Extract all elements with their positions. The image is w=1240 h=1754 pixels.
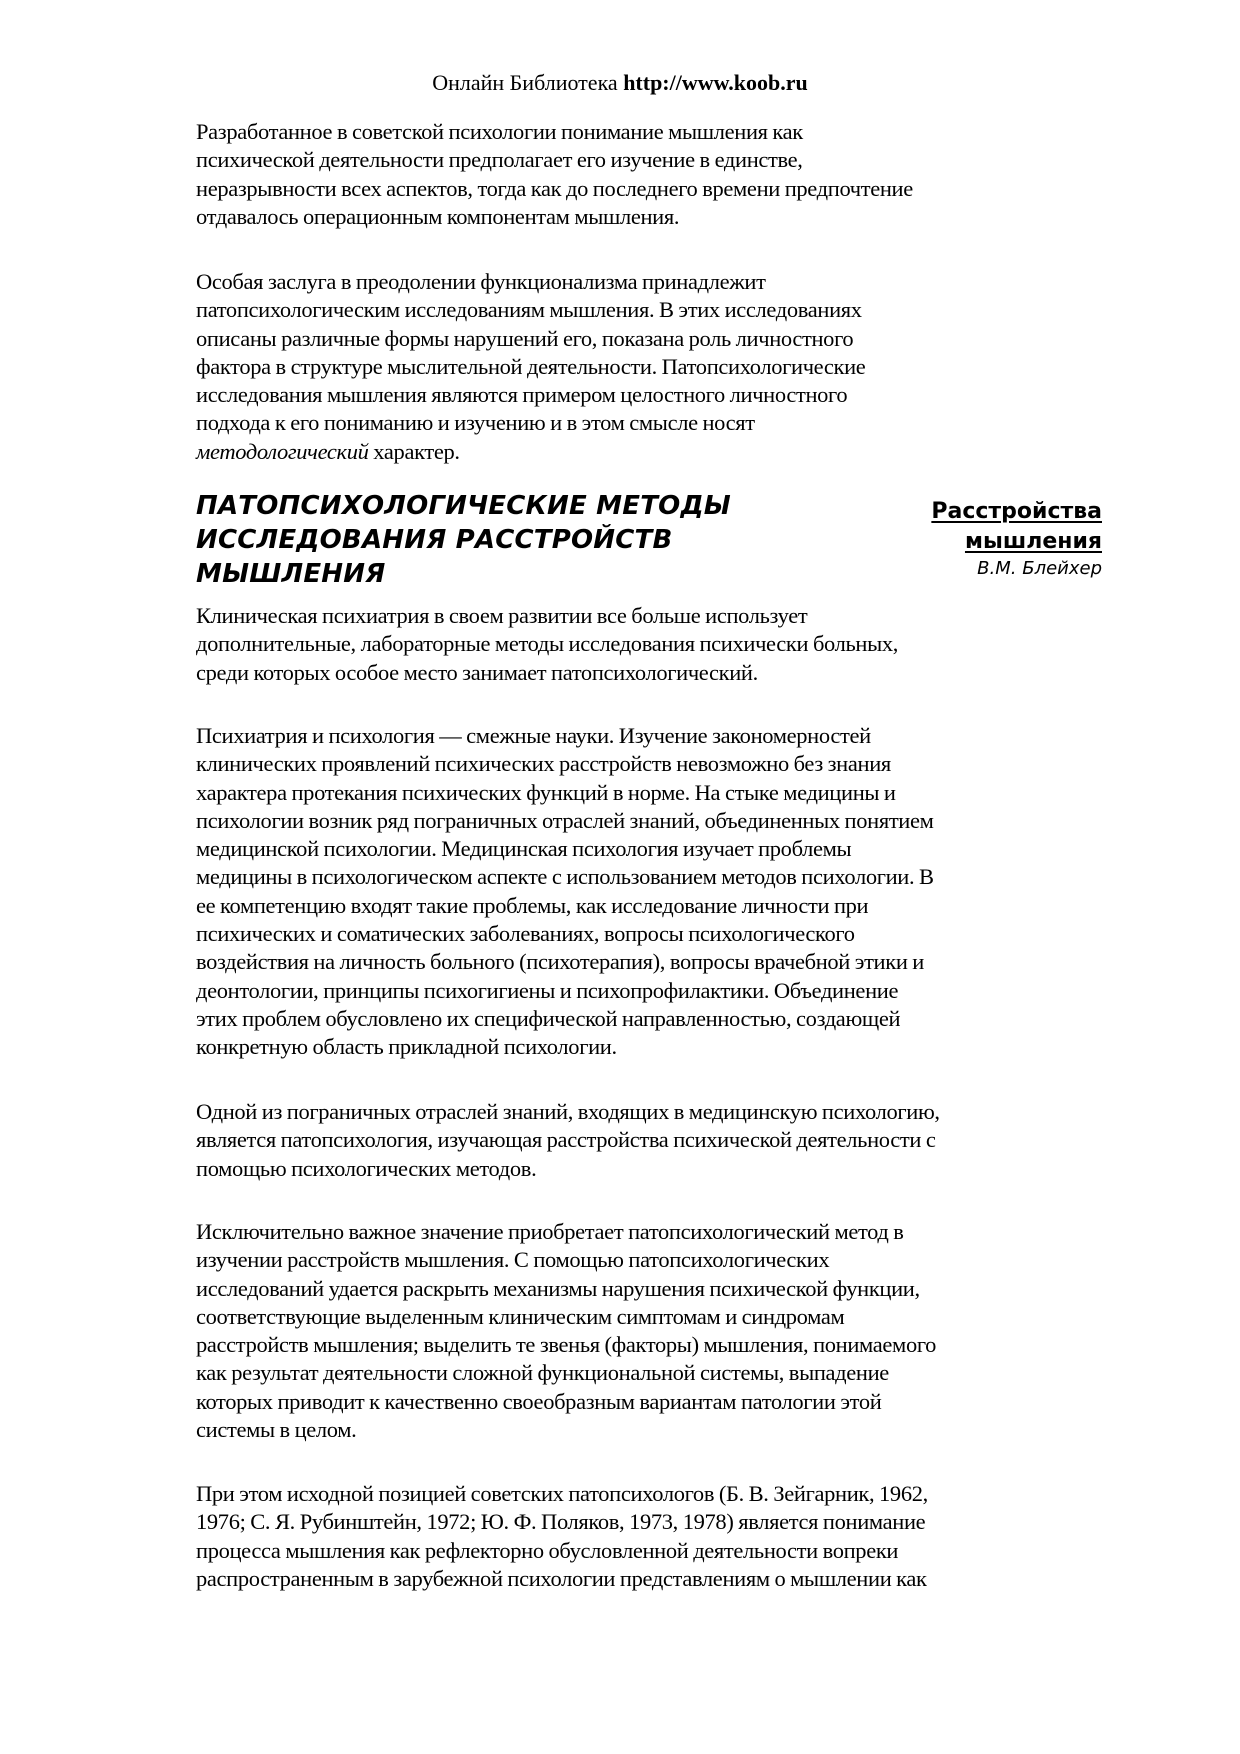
text-line: деонтологии, принципы психогигиены и психопрофилактики. Объединение: [196, 977, 899, 1003]
text-line: клинических проявлений психических расстройств невозможно без знания: [196, 751, 891, 777]
paragraph-clinical-psychiatry: [196, 602, 1076, 687]
text-line: Одной из пограничных отраслей знаний, входящих в медицинскую психологию,: [196, 1099, 940, 1124]
text-line: среди которых особое место занимает патопсихологический.: [196, 659, 758, 685]
paragraph-functionalism: [196, 268, 1076, 466]
italic-term: методологический: [196, 438, 369, 464]
text-line: является патопсихология, изучающая расстройства психической деятельности с: [196, 1127, 936, 1153]
text-line: распространенным в зарубежной психологии представлениям о мышлении как: [196, 1565, 927, 1591]
text-line: психической деятельности предполагает его изучение в единстве,: [196, 147, 803, 173]
text-line: воздействия на личность больного (психотерапия), вопросы врачебной этики и: [196, 949, 924, 975]
text-line: медицины в психологическом аспекте с использованием методов психологии. В: [196, 864, 934, 890]
paragraph-soviet-position: [196, 1480, 1076, 1593]
text-line: исследований удается раскрыть механизмы нарушения психической функции,: [196, 1275, 920, 1301]
text-line: Исключительно важное значение приобретает патопсихологический метод в: [196, 1219, 904, 1244]
text-line: патопсихологическим исследованиям мышления. В этих исследованиях: [196, 297, 862, 323]
text-line: Особая заслуга в преодолении функционализма принадлежит: [196, 269, 766, 294]
text-line: которых приводит к качественно своеобразным вариантам патологии этой: [196, 1388, 882, 1414]
text-line: психических и соматических заболеваниях, вопросы психологического: [196, 921, 855, 947]
author-name: В.М. Блейхер: [977, 558, 1102, 579]
site-label: Онлайн Библиотека: [432, 70, 624, 95]
text-line: фактора в структуре мыслительной деятельности. Патопсихологические: [196, 353, 866, 379]
text-line: методологический характер.: [196, 438, 460, 464]
text-line: системы в целом.: [196, 1417, 357, 1443]
text-line: конкретную область прикладной психологии.: [196, 1034, 617, 1060]
text-line: неразрывности всех аспектов, тогда как до последнего времени предпочтение: [196, 175, 913, 201]
paragraph-intro: [196, 118, 1076, 231]
text-line: исследования мышления являются примером целостного личностного: [196, 382, 848, 408]
book-title-link[interactable]: Расстройства мышления: [931, 499, 1102, 554]
text-line: Разработанное в советской психологии понимание мышления как: [196, 119, 803, 144]
text-line: ее компетенцию входят такие проблемы, как исследование личности при: [196, 892, 869, 918]
text-line: дополнительные, лабораторные методы исследования психически больных,: [196, 631, 899, 657]
text-line: как результат деятельности сложной функциональной системы, выпадение: [196, 1360, 889, 1386]
text-line: этих проблем обусловлено их специфической направленностью, создающей: [196, 1005, 901, 1031]
text-line: соответствующие выделенным клиническим симптомам и синдромам: [196, 1303, 845, 1329]
text-line: психологии возник ряд пограничных отраслей знаний, объединенных понятием: [196, 807, 934, 833]
text-line: характера протекания психических функций в норме. На стыке медицины и: [196, 779, 896, 805]
text-line: 1976; С. Я. Рубинштейн, 1972; Ю. Ф. Поляков, 1973, 1978) является понимание: [196, 1509, 926, 1535]
paragraph-method-importance: [196, 1218, 1076, 1444]
text-line: Психиатрия и психология — смежные науки. Изучение закономерностей: [196, 723, 871, 748]
paragraph-pathopsychology: [196, 1098, 1076, 1183]
text-line: расстройств мышления; выделить те звенья (факторы) мышления, понимаемого: [196, 1332, 937, 1358]
text-line: процесса мышления как рефлекторно обусловленной деятельности вопреки: [196, 1537, 899, 1563]
text-line: помощью психологических методов.: [196, 1155, 537, 1181]
text-line: описаны различные формы нарушений его, показана роль личностного: [196, 325, 854, 351]
text-line: Клиническая психиатрия в своем развитии все больше использует: [196, 603, 808, 628]
paragraph-medical-psychology: [196, 722, 1076, 1062]
book-reference: [931, 497, 1102, 581]
text-line: отдавалось операционным компонентам мышления.: [196, 203, 680, 229]
text-line: При этом исходной позицией советских патопсихологов (Б. В. Зейгарник, 1962,: [196, 1481, 928, 1506]
section-title: ПАТОПСИХОЛОГИЧЕСКИЕ МЕТОДЫ ИССЛЕДОВАНИЯ РАССТРОЙСТВ МЫШЛЕНИЯ: [196, 491, 731, 589]
text-line: медицинской психологии. Медицинская психология изучает проблемы: [196, 836, 852, 862]
page-header: [0, 70, 1240, 96]
text-line: подхода к его пониманию и изучению и в этом смысле носят: [196, 410, 755, 436]
site-url-link[interactable]: http://www.koob.ru: [623, 70, 808, 95]
text-line: изучении расстройств мышления. С помощью патопсихологических: [196, 1247, 830, 1273]
